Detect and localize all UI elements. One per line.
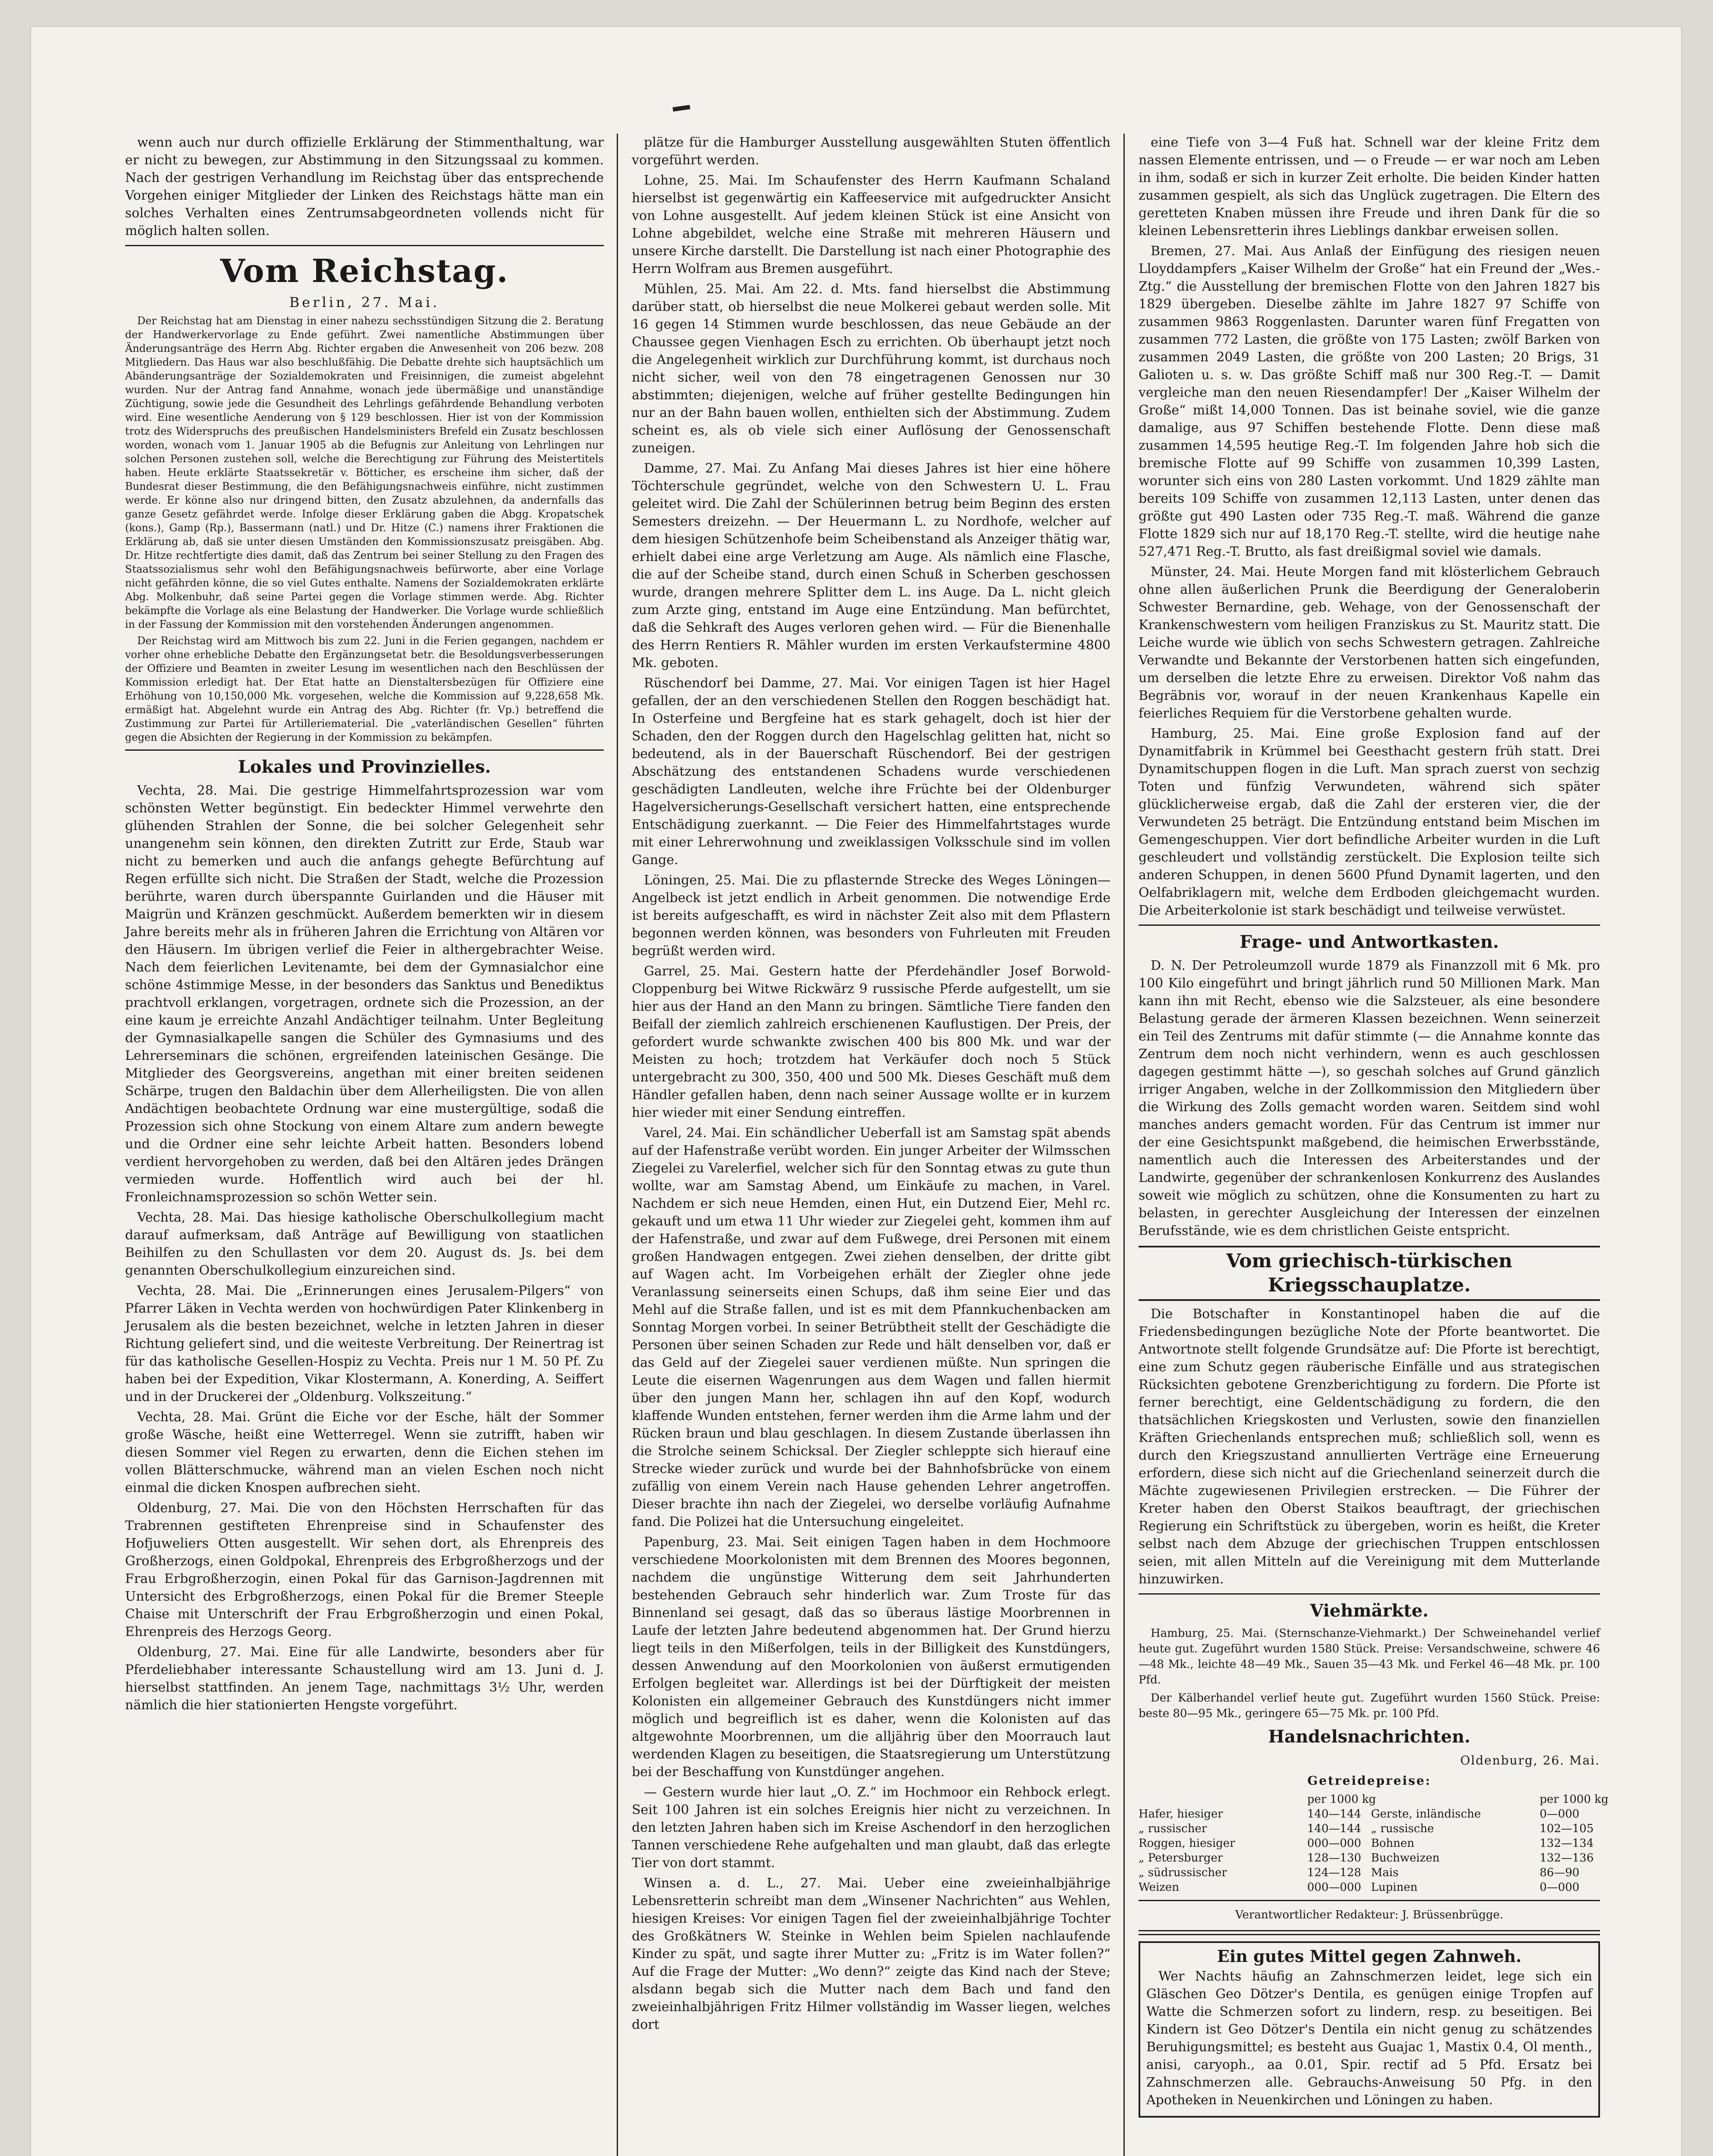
price-value: 0—000: [1540, 1881, 1580, 1894]
column-rule: [1123, 134, 1125, 2156]
ad-title: Ein gutes Mittel gegen Zahnweh.: [1217, 1946, 1522, 1966]
divider: [1139, 1930, 1600, 1935]
article-text: Der Reichstag wird am Mittwoch bis zum 22. Juni in die Ferien gegangen, nachdem er vorher ohne erhebliche Debatte den Ergänzungsetat betr. die Besoldungsverbesserungen der Offiziere und Beamten in zweiter Lesung im wesentlichen nach den Beschlüssen der Kommission erledigt hat. Der Etat hatte an Dienstaltersbezügen für Offiziere eine Erhöhung von 10,150,000 Mk. vorgesehen, welche die Kommission auf 9,228,658 Mk. ermäßigt hat. Abgelehnt wurde ein Antrag des Abg. Richter (fr. Vp.) betreffend die Zustimmung zur Partei für Artilleriematerial. Die „vaterländischen Gesellen“ führten gegen die Absichten der Regierung in der Kommission zu bekämpfen.: [125, 635, 604, 743]
article-text: Oldenburg, 27. Mai. Eine für alle Landwirte, besonders aber für Pferdeliebhaber interessante Schaustellung wird am 13. Juni d. J. hierselbst stattfinden. An jenem Tage, nachmittags 3½ Uhr, werden nämlich die hier stationierten Hengste vorgeführt.: [125, 1645, 604, 1713]
price-unit: per 1000 kg: [1307, 1793, 1376, 1806]
article-text: D. N. Der Petroleumzoll wurde 1879 als Finanzzoll mit 6 Mk. pro 100 Kilo eingeführt und bringt jährlich rund 50 Millionen Mark. Man kann ihn mit Recht, ebenso wie die Salzsteuer, als eine besondere Belastung gerade der ärmeren Klassen bezeichnen. Wenn seinerzeit ein Teil des Zentrums mit dafür stimmte (— die Annahme konnte das Zentrum dem noch nicht verhindern, wenn es auch geschlossen dagegen gestimmt hätte —), so geschah solches auf Grund gänzlich irriger Angaben, welche in der Zollkommission den Mitgliedern über die Wirkung des Zolls gemacht worden waren. Seitdem sind wohl manches anders gemacht worden. Für das Centrum ist immer nur der eine Gesichtspunkt maßgebend, die heimischen Erwerbsstände, namentlich auch die Interessen des Arbeiterstandes und der Landwirte, gegenüber der schrankenlosen Konkurrenz des Auslandes soweit wie möglich zu schützen, ohne die Konsumenten zu hart zu belasten, in gerechter Ausgleichung der Interessen der einzelnen Berufsstände, wie es dem christlichen Geiste entspricht.: [1139, 958, 1600, 1238]
divider: [1139, 1593, 1600, 1595]
price-value: 132—134: [1540, 1837, 1594, 1850]
article-text: Vechta, 28. Mai. Das hiesige katholische Oberschulkollegium macht darauf aufmerksam, daß Anträge auf Bewilligung von staatlichen Beihilfen zu den Schullasten vor dem 20. August ds. Js. bei dem genannten Oberschulkollegium einzureichen sind.: [125, 1210, 604, 1278]
price-label: Lupinen: [1371, 1881, 1418, 1894]
price-label: Mais: [1371, 1866, 1399, 1879]
article-text: Varel, 24. Mai. Ein schändlicher Ueberfall ist am Samstag spät abends auf der Hafenstraße verübt worden. Ein junger Arbeiter der Wilmsschen Ziegelei zu Varelerfiel, welcher sich für den Sonntag etwas zu gute thun wollte, war am Samstag Abend, um Einkäufe zu machen, in Varel. Nachdem er sich neue Hemden, einen Hut, ein Dutzend Eier, Mehl rc. gekauft und um etwa 11 Uhr wieder zur Ziegelei geht, kommen ihm auf der Hafenstraße, und zwar auf dem Fußwege, drei Personen mit einem großen Handwagen entgegen. Zwei ziehen denselben, der dritte gibt auf Wagen acht. Im Vorbeigehen erhält der Ziegler ohne jede Veranlassung seinerseits einen Schups, daß ihm seine Eier und das Mehl auf die Straße fallen, und ist es mit dem Pfannkuchenbacken am Sonntag Morgen vorbei. In seiner Betrübtheit stellt der Geschädigte die Personen über seinen Schaden zur Rede und hält denselben vor, daß er das Geld auf der Ziegelei sauer verdienen müßte. Nun springen die Leute die eisernen Wagenrungen aus dem Wagen und fallen hiermit über den jungen Mann her, schlagen ihn auf den Kopf, wodurch klaffende Wunden entstehen, ferner werden ihm die Arme lahm und der Rücken braun und blau geschlagen. In diesem Zustande überlassen ihn die Strolche seinem Schicksal. Der Ziegler schleppte sich hierauf eine Strecke wieder zurück und wurde bei der Bahnhofsbrücke von einem zufällig von einem Verein nach Hause gehenden Lehrer angetroffen. Dieser brachte ihn nach der Ziegelei, wo derselbe vorläufig Aufnahme fand. Die Polizei hat die Untersuchung eingeleitet.: [632, 1125, 1111, 1529]
ink-mark: [672, 105, 690, 111]
article-text: plätze für die Hamburger Ausstellung ausgewählten Stuten öffentlich vorgeführt werden.: [632, 135, 1111, 168]
section-heading: Vom griechisch-türkischen Kriegsschauplatze.: [1139, 1246, 1600, 1301]
price-label: „ russischer: [1139, 1822, 1207, 1835]
price-label: Roggen, hiesiger: [1139, 1837, 1235, 1850]
price-label: Gerste, inländische: [1371, 1808, 1481, 1821]
divider: [125, 749, 604, 751]
section-heading: Frage- und Antwortkasten.: [1239, 932, 1499, 952]
column-3: [1139, 134, 1609, 2156]
article-text: Garrel, 25. Mai. Gestern hatte der Pferdehändler Josef Borwold-Cloppenburg bei Witwe Rickwärz 9 russische Pferde aufgestellt, um sie hier aus der Hand an den Mann zu bringen. Sämtliche Tiere fanden den Beifall der ziemlich zahlreich erschienenen Kauflustigen. Der Preis, der gefordert wurde schwankte zwischen 400 bis 800 Mk. und war der Meisten zu hoch; trotzdem hat Verkäufer doch noch 5 Stück untergebracht zu 300, 350, 400 und 500 Mk. Dieses Geschäft muß dem Händler gefallen haben, denn nach seiner Aussage wollte er in kurzem hier wieder mit einer Sendung eintreffen.: [632, 964, 1111, 1120]
section-heading: Lokales und Provinzielles.: [238, 757, 491, 777]
price-value: 000—000: [1307, 1837, 1362, 1850]
newspaper-page: [30, 26, 1682, 2156]
price-value: 140—144: [1307, 1808, 1362, 1821]
column-rule: [617, 134, 618, 2156]
section-heading: Vom Reichstag.: [220, 253, 509, 290]
article-text: Mühlen, 25. Mai. Am 22. d. Mts. fand hierselbst die Abstimmung darüber statt, ob hierselbst die neue Molkerei gebaut werden solle. Mit 16 gegen 14 Stimmen wurde beschlossen, das neue Gebäude an der Chaussee gegen Vienhagen Esch zu errichten. Ob überhaupt jetzt noch die Angelegenheit wirklich zur Durchführung kommt, ist durchaus noch nicht sicher, weil von den 78 eingetragenen Genossen nur 30 abstimmten; diejenigen, welche auf früher gestellte Bedingungen hin nur an der Bahn bauen wollen, enthielten sich der Abstimmung. Zudem scheint es, als ob viele sich einer Auflösung der Genossenschaft zuneigen.: [632, 282, 1111, 456]
column-1: [125, 134, 604, 2156]
price-value: 132—136: [1540, 1852, 1594, 1865]
price-label: „ Petersburger: [1139, 1852, 1223, 1865]
article-text: Hamburg, 25. Mai. Eine große Explosion fand auf der Dynamitfabrik in Krümmel bei Geesthacht gestern früh statt. Drei Dynamitschuppen flogen in die Luft. Man sprach zuerst von sechzig Toten und fünfzig Verwundeten, während sich später glücklicherweise ergab, daß die Zahl der ersteren vier, die der Verwundeten 25 beträgt. Die Entzündung entstand beim Mischen im Gemengeschuppen. Vier dort befindliche Arbeiter wurden in die Luft geschleudert und vollständig zerstückelt. Die Explosion teilte sich anderen Schuppen, in denen 5600 Pfund Dynamit lagerten, und den Oelfabriklagern mit, welche dem Erdboden gleichgemacht wurden. Die Arbeiterkolonie ist stark beschädigt und teilweise verwüstet.: [1139, 726, 1600, 918]
column-2: [632, 134, 1111, 2156]
article-text: wenn auch nur durch offizielle Erklärung der Stimmenthaltung, war er nicht zu bewegen, zur Abstimmung in den Sitzungssaal zu kommen. Nach der gestrigen Verhandlung im Reichstag über das entsprechende Vorgehen einiger Mitglieder der Linken des Reichstags hätte man ein solches Verhalten eines Zentrumsabgeordneten vollends nicht für möglich halten sollen.: [125, 135, 604, 238]
article-text: Der Reichstag hat am Dienstag in einer nahezu sechsstündigen Sitzung die 2. Beratung der Handwerkervorlage zu Ende geführt. Zwei namentliche Abstimmungen über Änderungsanträge des Herrn Abg. Richter ergaben die Anwesenheit von 206 bezw. 208 Mitgliedern. Das Haus war also beschlußfähig. Die Debatte drehte sich hauptsächlich um Abänderungsanträge der Sozialdemokraten und Freisinnigen, die zumeist abgelehnt wurden. Nur der Antrag fand Annahme, wonach jede übermäßige und unanständige Züchtigung, sowie jede die Gesundheit des Lehrlings gefährdende Behandlung verboten wird. Eine wesentliche Aenderung von § 129 beschlossen. Hier ist von der Kommission trotz des Widerspruchs des preußischen Handelsministers Brefeld ein Zusatz beschlossen worden, wonach vom 1. Januar 1905 ab die Befugnis zur Anleitung von Lehrlingen nur solchen Personen zustehen soll, welche die Berechtigung zur Führung des Meistertitels haben. Heute erklärte Staatssekretär v. Bötticher, es erscheine ihm sicher, daß der Bundesrat dieser Bestimmung, die den Befähigungsnachweis einführe, nicht zustimmen werde. Er könne also nur dringend bitten, den Zusatz abzulehnen, da andernfalls das ganze Gesetz gefährdet werde. Infolge dieser Erklärung gaben die Abgg. Kropatschek (kons.), Gamp (Rp.), Bassermann (natl.) und Dr. Hitze (C.) namens ihrer Fraktionen die Erklärung ab, daß sie unter diesen Umständen den Kommissionszusatz preisgäben. Abg. Dr. Hitze rechtfertigte dies damit, daß das Zentrum bei seiner Stellung zu den Fragen des Staatssozialismus sehr wohl den Befähigungsnachweis befürworte, aber eine Vorlage nicht gefährden könne, die so viel Gutes enthalte. Namens der Sozialdemokraten erklärte Abg. Molkenbuhr, daß seine Partei gegen die Vorlage stimmen werde. Abg. Richter bekämpfte die Vorlage als eine Belastung der Handwerker. Die Vorlage wurde schließlich in der Fassung der Kommission mit den vorstehenden Änderungen angenommen.: [125, 315, 604, 630]
divider: [1139, 1900, 1600, 1901]
dateline: Oldenburg, 26. Mai.: [1460, 1753, 1600, 1767]
price-label: „ südrussischer: [1139, 1866, 1227, 1879]
article-text: Vechta, 28. Mai. Die gestrige Himmelfahrtsprozession war vom schönsten Wetter begünstigt. Ein bedeckter Himmel verwehrte den glühenden Strahlen der Sonne, die bei solcher Gelegenheit sehr unangenehm sein können, den direkten Zutritt zur Erde, Staub war nicht zu bemerken und auch die anfangs gehegte Befürchtung auf Regen erfüllte sich nicht. Die Straßen der Stadt, welche die Prozession berührte, waren durch überspannte Guirlanden und die Häuser mit Maigrün und Kränzen geschmückt. Außerdem bemerkten wir in diesem Jahre bereits mehr als in früheren Jahren die Errichtung von Altären vor den Häusern. Im übrigen verlief die Feier in althergebrachter Weise. Nach dem feierlichen Levitenamte, bei dem der Gymnasialchor eine schöne 4stimmige Messe, in der besonders das Sanktus und Benediktus prachtvoll erklangen, vorgetragen, ordnete sich die Prozession, an der eine kaum je erreichte Anzahl Andächtiger teilnahm. Unter Begleitung der Gymnasialkapelle sangen die Schüler des Gymnasiums und des Lehrerseminars die schönen, ergreifenden lateinischen Gesänge. Die Mitglieder des Georgsvereins, angethan mit einer breiten seidenen Schärpe, trugen den Baldachin über dem Allerheiligsten. Die von allen Andächtigen beobachtete Ordnung war eine mustergültige, sodaß die Prozession sich ohne Stockung von einem Altare zum andern bewegte und die Ordner eine sehr leichte Arbeit hatten. Besonders lobend verdient hervorgehoben zu werden, daß bei den Altären jedes Drängen vermieden wurde. Hoffentlich wird auch bei der hl. Fronleichnamsprozession so schön Wetter sein.: [125, 783, 604, 1205]
price-table: [1139, 1792, 1609, 1895]
text-area: [125, 134, 1609, 2156]
article-text: Die Botschafter in Konstantinopel haben die auf die Friedensbedingungen bezügliche Note der Pforte beantwortet. Die Antwortnote stellt folgende Grundsätze auf: Die Pforte ist berechtigt, eine zum Schutz gegen räuberische Einfälle und aus strategischen Rücksichten gebotene Grenzberichtigung zu fordern. Die Pforte ist ferner berechtigt, eine Geldentschädigung zu fordern, die den thatsächlichen Kriegskosten und Verlusten, sowie den finanziellen Kräften Griechenlands entsprechen muß; schließlich soll, wenn es durch den Kriegszustand annullierten Verträge eine Erneuerung erfordern, diese sich nicht auf die Griechenland seinerzeit durch die Mächte zugewiesenen Privilegien erstrecken. — Die Führer der Kreter haben den Oberst Staikos beauftragt, der griechischen Regierung ein Schriftstück zu übergeben, worin es heißt, die Kreter selbst nach dem Abzuge der griechischen Truppen entschlossen seien, mit allen Mitteln auf die Vereinigung mit dem Mutterlande hinzuwirken.: [1139, 1307, 1600, 1587]
article-text: eine Tiefe von 3—4 Fuß hat. Schnell war der kleine Fritz dem nassen Elemente entrissen, und — o Freude — er war noch am Leben in ihm, sodaß er sich in kurzer Zeit erholte. Die beiden Kinder hatten zusammen gespielt, als sich das Unglück zugetragen. Die Eltern des geretteten Knaben müssen ihre Freude und ihren Dank für die so kleinen Lebensretterin ihres Lieblings dankbar erweisen sollen.: [1139, 135, 1600, 238]
section-heading: Viehmärkte.: [1310, 1601, 1429, 1621]
divider: [1139, 924, 1600, 926]
article-text: Damme, 27. Mai. Zu Anfang Mai dieses Jahres ist hier eine höhere Töchterschule gegründet, welche von den Schwestern U. L. Frau geleitet wird. Die Zahl der Schülerinnen betrug beim Beginn des ersten Semesters dreizehn. — Der Heuermann L. zu Nordhofe, welcher auf dem hiesigen Schützenhofe beim Scheibenstand als Anzeiger thätig war, erhielt dabei eine arge Verletzung am Auge. Als nämlich eine Flasche, die auf der Scheibe stand, durch einen Schuß in Scherben geschossen wurde, drangen mehrere Splitter dem L. ins Auge. Da L. nicht gleich zum Arzte ging, entstand im Auge eine Entzündung. Man befürchtet, daß die Sehkraft des Auges verloren gehen wird. — Für die Bienenhalle des Herrn Rentiers R. Mähler wurden im ersten Verkaufstermine 4800 Mk. geboten.: [632, 461, 1111, 671]
price-label: „ russische: [1371, 1822, 1434, 1835]
market-text: Der Kälberhandel verlief heute gut. Zugeführt wurden 1560 Stück. Preise: beste 80—95 Mk., geringere 65—75 Mk. pr. 100 Pfd.: [1139, 1692, 1600, 1720]
article-text: Vechta, 28. Mai. Grünt die Eiche vor der Esche, hält der Sommer große Wäsche, heißt eine Wetterregel. Wenn sie zutrifft, haben wir diesen Sommer viel Regen zu erwarten, denn die Eichen stehen im vollen Blätterschmucke, während man an vielen Eschen noch nicht einmal die dicken Knospen aufbrechen sieht.: [125, 1410, 604, 1495]
article-text: Löningen, 25. Mai. Die zu pflasternde Strecke des Weges Löningen—Angelbeck ist jetzt endlich in Arbeit genommen. Die notwendige Erde ist bereits aufgeschafft, es wird in nächster Zeit also mit dem Pflastern begonnen werden können, was besonders von Fuhrleuten mit Freuden begrüßt werden wird.: [632, 873, 1111, 959]
divider: [125, 245, 604, 246]
price-heading: Getreidepreise:: [1307, 1774, 1431, 1788]
section-heading: Handelsnachrichten.: [1268, 1727, 1471, 1747]
market-text: Hamburg, 25. Mai. (Sternschanze-Viehmarkt.) Der Schweinehandel verlief heute gut. Zugeführt wurden 1580 Stück. Preise: Versandschweine, schwere 46—48 Mk., leichte 48—49 Mk., Sauen 35—43 Mk. und Ferkel 46—48 Mk. pr. 100 Pfd.: [1139, 1627, 1600, 1686]
advertisement: [1139, 1941, 1600, 2118]
price-label: Bohnen: [1371, 1837, 1415, 1850]
article-text: Papenburg, 23. Mai. Seit einigen Tagen haben in dem Hochmoore verschiedene Moorkolonisten mit dem Brennen des Moores begonnen, nachdem die ungünstige Witterung dem seit Jahrhunderten bestehenden Gebrauch sehr hinderlich war. Zum Troste für das Binnenland sei gesagt, daß das so überaus lästige Moorbrennen in Laufe der letzten Jahre bedeutend abgenommen hat. Der Grund hierzu liegt teils in den Mißerfolgen, teils in der Billigkeit des Kunstdüngers, dessen Anwendung auf den Moorkolonien von äußerst ermutigenden Erfolgen begleitet war. Allerdings ist bei der Dürftigkeit der meisten Kolonisten ein allgemeiner Gebrauch des Kunstdüngers nicht immer möglich und begreiflich ist es daher, wenn die Kolonisten auf das altgewohnte Moorbrennen, um die alljährig über den Moorrauch laut werdenden Klagen zu beseitigen, die Staatsregierung um Unterstützung bei der Beschaffung von Kunstdünger angehen.: [632, 1535, 1111, 1780]
price-label: Hafer, hiesiger: [1139, 1808, 1223, 1821]
price-value: 102—105: [1540, 1822, 1594, 1835]
dateline: Berlin, 27. Mai.: [289, 294, 440, 310]
price-label: Weizen: [1139, 1881, 1180, 1894]
article-text: Rüschendorf bei Damme, 27. Mai. Vor einigen Tagen ist hier Hagel gefallen, der an den verschiedenen Stellen den Roggen beschädigt hat. In Osterfeine und Bergfeine hat es stark gehagelt, doch ist hier der Schaden, den der Roggen durch den Hagelschlag gelitten hat, nicht so bedeutend, als in der Bauerschaft Rüschendorf. Bei der gestrigen Abschätzung des entstandenen Schadens wurde verschiedenen geschädigten Landleuten, welche ihre Früchte bei der Oldenburger Hagelversicherungs-Gesellschaft versichert hatten, eine entsprechende Entschädigung zuerkannt. — Die Feier des Himmelfahrtstages wurde mit einer Lehrerwohnung und zweiklassigen Volksschule sind im vollen Gange.: [632, 676, 1111, 868]
article-text: Oldenburg, 27. Mai. Die von den Höchsten Herrschaften für das Trabrennen gestifteten Ehrenpreise sind in Schaufenster des Hofjuweliers Otten ausgestellt. Wir sehen dort, als Ehrenpreis des Großherzogs, einen Goldpokal, Ehrenpreis des Erbgroßherzogs und der Frau Erbgroßherzogin, einen Pokal für das Garnison-Jagdrennen mit Untersicht des Erbgroßherzogs, einen Pokal für die Bremer Steeple Chaise mit Unterschrift der Frau Erbgroßherzogin und einen Pokal, Ehrenpreis des Herzogs Georg.: [125, 1501, 604, 1639]
price-value: 124—128: [1307, 1866, 1362, 1879]
price-value: 128—130: [1307, 1852, 1362, 1865]
price-unit: per 1000 kg: [1540, 1793, 1609, 1806]
article-text: Bremen, 27. Mai. Aus Anlaß der Einfügung des riesigen neuen Lloyddampfers „Kaiser Wilhelm der Große“ hat ein Freund der „Wes.-Ztg.“ die Ausstellung der bremischen Flotte von den Jahren 1827 bis 1829 übergeben. Dieselbe zählte im Jahre 1827 97 Schiffe von zusammen 9863 Roggenlasten. Darunter waren fünf Fregatten von zusammen 772 Lasten, die größte von 175 Lasten; zwölf Barken von zusammen 2049 Lasten, die größte von 200 Lasten; 20 Brigs, 31 Galioten u. s. w. Das größte Schiff maß nur 300 Reg.-T. — Damit vergleiche man den neuen Riesendampfer! Der „Kaiser Wilhelm der Große“ mißt 14,000 Tonnen. Das ist beinahe soviel, wie die ganze damalige, aus 97 Schiffen bestehende Flotte. Denn diese maß zusammen 14,595 heutige Reg.-T. Im folgenden Jahre hob sich die bremische Flotte auf 99 Schiffe von zusammen 10,399 Lasten, worunter sich eins von 280 Lasten vorkommt. Und 1829 zählte man bereits 109 Schiffe von zusammen 12,113 Lasten, unter denen das größte gut 490 Lasten oder 735 Reg.-T. maß. Während die ganze Flotte 1829 sich nur auf 18,170 Reg.-T. stellte, wird die heutige nahe 527,471 Reg.-T. Brutto, als fast dreißigmal soviel wie damals.: [1139, 244, 1600, 559]
article-text: Winsen a. d. L., 27. Mai. Ueber eine zweieinhalbjährige Lebensretterin schreibt man dem „Winsener Nachrichten“ aus Wehlen, hiesigen Kreises: Vor einigen Tagen fiel der zweieinhalbjährige Tochter des Großkätners W. Steinke in Wehlen beim Spielen nachlaufende Kinder zu spät, und sagte ihrer Mutter zu: „Fritz is im Water follen?“ Auf die Frage der Mutter: „Wo denn?“ zeigte das Kind nach der Steve; alsdann begab sich die Mutter nach dem Bach und fand den zweieinhalbjährigen Fritz Hilmer vollständig im Wasser liegen, welches dort: [632, 1876, 1111, 2032]
price-value: 0—000: [1540, 1808, 1580, 1821]
article-text: Vechta, 28. Mai. Die „Erinnerungen eines Jerusalem-Pilgers“ von Pfarrer Läken in Vechta werden von hochwürdigen Pater Klinkenberg in Jerusalem als die besten bezeichnet, welche in letzten Jahren in dieser Richtung geliefert sind, und die weiteste Verbreitung. Der Reinertrag ist für das katholische Gesellen-Hospiz zu Vechta. Preis nur 1 M. 50 Pf. Zu haben bei der Expedition, Vikar Klostermann, A. Konerding, A. Seiffert und in der Druckerei der „Oldenburg. Volkszeitung.“: [125, 1283, 604, 1404]
price-value: 86—90: [1540, 1866, 1580, 1879]
price-label: Buchweizen: [1371, 1852, 1440, 1865]
price-value: 140—144: [1307, 1822, 1362, 1835]
editor-credit: Verantwortlicher Redakteur: J. Brüssenbrügge.: [1235, 1908, 1503, 1921]
article-text: Münster, 24. Mai. Heute Morgen fand mit klösterlichem Gebrauch ohne allen äußerlichen Prunk die Beerdigung der Generaloberin Schwester Bernardine, geb. Wehage, von der Genossenschaft der Krankenschwestern vom heiligen Franziskus zu St. Mauritz statt. Die Leiche wurde wie üblich von sechs Schwestern getragen. Zahlreiche Verwandte und Bekannte der Verstorbenen hatten sich eingefunden, um derselben die letzte Ehre zu erweisen. Direktor Voß nahm das Begräbnis vor, worauf in der neuen Krankenhaus Kapelle ein feierliches Requiem für die Verstorbene gehalten wurde.: [1139, 564, 1600, 721]
ad-text: Wer Nachts häufig an Zahnschmerzen leidet, lege sich ein Gläschen Geo Dötzer's Dentila, es genügen einige Tropfen auf Watte die Schmerzen sofort zu lindern, resp. zu beseitigen. Bei Kindern ist Geo Dötzer's Dentila ein nicht genug zu schätzendes Beruhigungsmittel; es besteht aus Guajac 1, Mastix 0.4, Ol menth., anisi, caryoph., aa 0.01, Spir. rectif ad 5 Pfd. Ersatz bei Zahnschmerzen alle. Gebrauchs-Anweisung 50 Pfg. in den Apotheken in Neuenkirchen und Löningen zu haben.: [1146, 1969, 1592, 2108]
price-value: 000—000: [1307, 1881, 1362, 1894]
article-text: Lohne, 25. Mai. Im Schaufenster des Herrn Kaufmann Schaland hierselbst ist gegenwärtig ein Kaffeeservice mit aufgedruckter Ansicht von Lohne ausgestellt. Auf jedem kleinen Stück ist eine Ansicht von Lohne abgebildet, welche eine Straße mit mehreren Häusern und unsere Kirche darstellt. Die Darstellung ist nach einer Photographie des Herrn Wolfram aus Bremen ausgeführt.: [632, 173, 1111, 276]
article-text: — Gestern wurde hier laut „O. Z.“ im Hochmoor ein Rehbock erlegt. Seit 100 Jahren ist ein solches Ereignis hier nicht zu verzeichnen. In den letzten Jahren haben sich im Kreise Aschendorf in den herzoglichen Tannen verschiedene Rehe aufgehalten und man glaubt, daß das erlegte Tier von dort stammt.: [632, 1785, 1111, 1871]
